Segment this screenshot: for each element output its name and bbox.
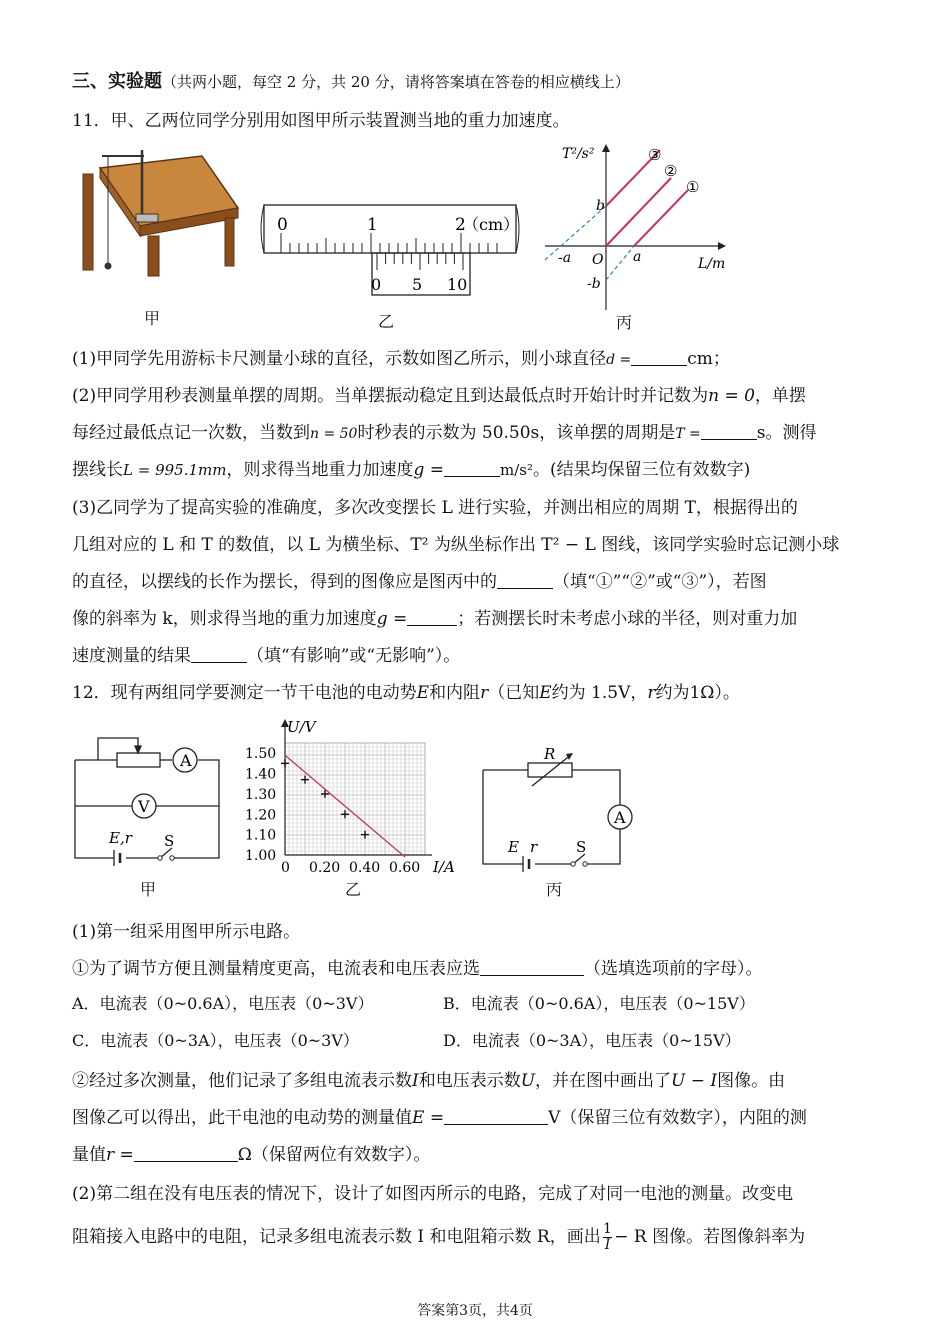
circuit-bing <box>480 742 640 872</box>
ui-chart-ylabel: U/V <box>287 718 316 736</box>
jia-switch-label: S <box>164 832 175 850</box>
q11-stem: 11．甲、乙两位同学分别用如图甲所示装置测当地的重力加速度。 <box>72 111 570 131</box>
data-point <box>341 810 349 818</box>
q12-part1-d: 量值r = Ω（保留两位有效数字）。 <box>72 1145 431 1165</box>
caliper-main-2: 2 <box>455 215 466 235</box>
fraction-1-over-I: $\frac{1}{I}$ <box>603 1221 612 1253</box>
graph-line-2: ② <box>664 162 678 180</box>
x-tick-label: 0.60 <box>389 860 421 876</box>
x-tick-label: 0.40 <box>349 860 381 876</box>
answer-blank-d[interactable] <box>631 349 687 366</box>
q11-part2-a: (2)甲同学用秒表测量单摆的周期。当单摆振动稳定且到达最低点时开始计时并记数为n = 0，单摆 <box>72 386 806 406</box>
answer-blank-E[interactable] <box>444 1108 548 1125</box>
graph-mark-b: b <box>596 198 605 214</box>
q12-part1: (1)第一组采用图甲所示电路。 <box>72 922 301 942</box>
graph-mark-a: a <box>633 249 642 265</box>
option-d: D．电流表（0~3A），电压表（0~15V） <box>443 1031 741 1050</box>
data-point <box>301 776 309 784</box>
q11-part3-b: 几组对应的 L 和 T 的数值，以 L 为横坐标、T² 为纵坐标作出 T² − L 图线，该同学实验时忘记测小球 <box>72 535 840 555</box>
x-tick-label: 0 <box>281 860 290 876</box>
page-footer: 答案第3页，共4页 <box>417 1303 533 1319</box>
q12-fig-label-jia: 甲 <box>140 880 157 899</box>
y-tick-label: 1.10 <box>245 827 277 844</box>
q12-part1-a: ①为了调节方便且测量精度更高，电流表和电压表应选 （选填选项前的字母）。 <box>72 959 763 979</box>
graph-mark-neg-b: -b <box>587 276 601 292</box>
y-tick-label: 1.40 <box>245 766 277 783</box>
section-note: （共两小题，每空 2 分，共 20 分，请将答案填在答卷的相应横线上） <box>162 73 630 91</box>
section-title: 三、实验题 <box>72 71 162 92</box>
q12-part1-c: 图像乙可以得出，此干电池的电动势的测量值E = V（保留三位有效数字），内阻的测 <box>72 1108 807 1128</box>
q11-part2-c: 摆线长L = 995.1mm，则求得当地重力加速度g = m/s²。(结果均保留三位有效数字) <box>72 460 751 480</box>
answer-blank-effect[interactable] <box>191 646 247 663</box>
bing-r-label: r <box>530 838 538 856</box>
answer-blank-T[interactable] <box>701 423 757 440</box>
fig-label-jia: 甲 <box>144 309 161 328</box>
q12-fig-label-bing: 丙 <box>546 880 563 899</box>
figure-jia-pendulum <box>80 146 240 276</box>
answer-blank-r[interactable] <box>134 1145 238 1162</box>
q12-stem: 12．现有两组同学要测定一节干电池的电动势E和内阻r（已知E约为 1.5V，r约为1Ω）。 <box>72 683 740 703</box>
q11-part1: (1)甲同学先用游标卡尺测量小球的直径，示数如图乙所示，则小球直径d = cm； <box>72 349 730 369</box>
graph-mark-neg-a: -a <box>558 250 572 266</box>
option-c: C．电流表（0~3A），电压表（0~3V） <box>72 1031 359 1050</box>
q11-part3-e: 速度测量的结果 （填“有影响”或“无影响”）。 <box>72 646 461 666</box>
q12-fig-label-yi: 乙 <box>345 880 362 899</box>
graph-ylabel: T²/s² <box>562 146 595 162</box>
figure-bing-graph <box>540 140 730 320</box>
data-point <box>361 831 369 839</box>
bing-resistor-label: R <box>544 745 556 763</box>
jia-ammeter-label: A <box>180 751 192 770</box>
q11-part3-c: 的直径，以摆线的长作为摆长，得到的图像应是图丙中的 （填“①”“②”或“③”），若图 <box>72 572 767 592</box>
circuit-jia <box>72 728 222 868</box>
fig-label-bing: 丙 <box>616 313 633 332</box>
bing-source-label: E <box>508 838 519 856</box>
jia-voltmeter-label: V <box>138 797 150 816</box>
bing-ammeter-label: A <box>614 808 626 827</box>
answer-blank-g[interactable] <box>444 460 500 477</box>
answer-blank-meter-choice[interactable] <box>480 959 584 976</box>
caliper-vern-10: 10 <box>447 275 468 294</box>
bing-switch-label: S <box>576 838 587 856</box>
caliper-main-0: 0 <box>277 215 288 235</box>
q12-part2-b: 阻箱接入电路中的电阻，记录多组电流表示数 I 和电阻箱示数 R，画出 $\frac{1}{I}$ − R 图像。若图像斜率为 <box>72 1221 806 1253</box>
option-b: B．电流表（0~0.6A），电压表（0~15V） <box>443 994 755 1013</box>
q12-part2-a: (2)第二组在没有电压表的情况下，设计了如图丙所示的电路，完成了对同一电池的测量。改变电 <box>72 1184 794 1204</box>
y-tick-label: 1.00 <box>245 848 277 864</box>
q11-part3-d: 像的斜率为 k，则求得当地的重力加速度g = ；若测摆长时未考虑小球的半径，则对重力加 <box>72 609 798 629</box>
y-tick-label: 1.50 <box>245 746 277 763</box>
q11-part3-a: (3)乙同学为了提高实验的准确度，多次改变摆长 L 进行实验，并测出相应的周期 T，根据得出的 <box>72 498 798 518</box>
graph-line-3: ③ <box>648 146 662 164</box>
graph-origin: O <box>592 252 604 268</box>
figure-yi-caliper <box>264 200 524 300</box>
ui-chart-xlabel: I/A <box>433 858 455 876</box>
answer-blank-graph-choice[interactable] <box>497 572 553 589</box>
caliper-vern-5: 5 <box>412 275 423 294</box>
graph-line-1: ① <box>686 178 700 196</box>
caliper-unit: （cm） <box>463 215 520 234</box>
caliper-main-1: 1 <box>367 215 378 235</box>
data-point <box>281 759 289 767</box>
option-a: A．电流表（0~0.6A），电压表（0~3V） <box>72 994 374 1013</box>
ui-chart <box>240 716 470 881</box>
answer-blank-g-slope[interactable] <box>407 609 457 626</box>
y-tick-label: 1.30 <box>245 786 277 803</box>
x-tick-label: 0.20 <box>309 860 341 876</box>
q12-part1-b: ②经过多次测量，他们记录了多组电流表示数I和电压表示数U，并在图中画出了U − I图像。由 <box>72 1071 786 1091</box>
y-tick-label: 1.20 <box>245 807 277 824</box>
jia-source-label: E,r <box>109 829 132 847</box>
caliper-vern-0: 0 <box>371 275 382 294</box>
q11-part2-b: 每经过最低点记一次数，当数到n = 50时秒表的示数为 50.50s，该单摆的周期是T = s。测得 <box>72 423 817 443</box>
graph-xlabel: L/m <box>698 256 726 272</box>
section-heading <box>72 67 630 93</box>
fig-label-yi: 乙 <box>378 312 395 331</box>
